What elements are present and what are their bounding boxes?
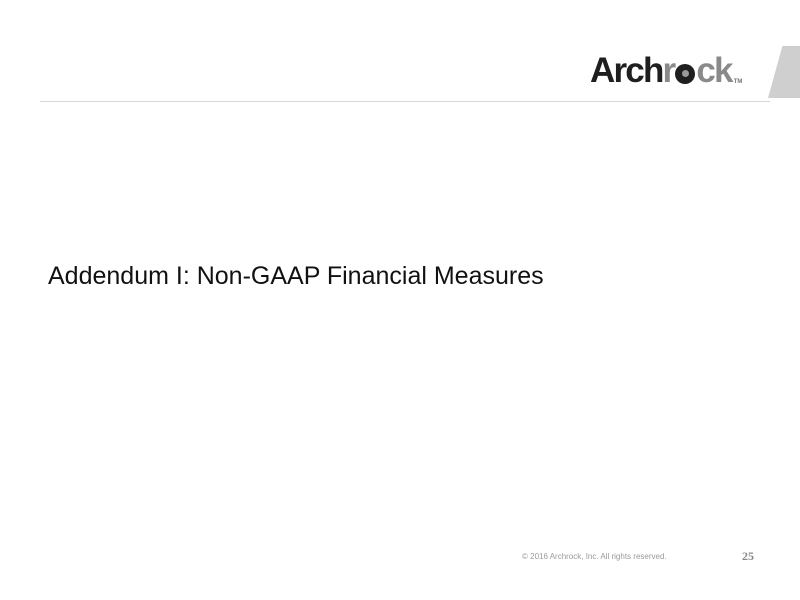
copyright-notice: © 2016 Archrock, Inc. All rights reserved. (522, 552, 667, 561)
page-number: 25 (742, 549, 754, 563)
logo-trademark: TM (733, 79, 743, 85)
header-divider (40, 101, 770, 102)
archrock-logo (590, 50, 742, 90)
logo-text-r: r (662, 50, 675, 90)
logo-o-center (682, 70, 689, 77)
corner-accent-shape (768, 46, 800, 98)
logo-text-arch: Arch (590, 50, 663, 90)
archrock-ring-o-icon (675, 64, 695, 84)
logo-text-ck: ck (696, 50, 732, 90)
slide-title: Addendum I: Non-GAAP Financial Measures (48, 262, 544, 290)
